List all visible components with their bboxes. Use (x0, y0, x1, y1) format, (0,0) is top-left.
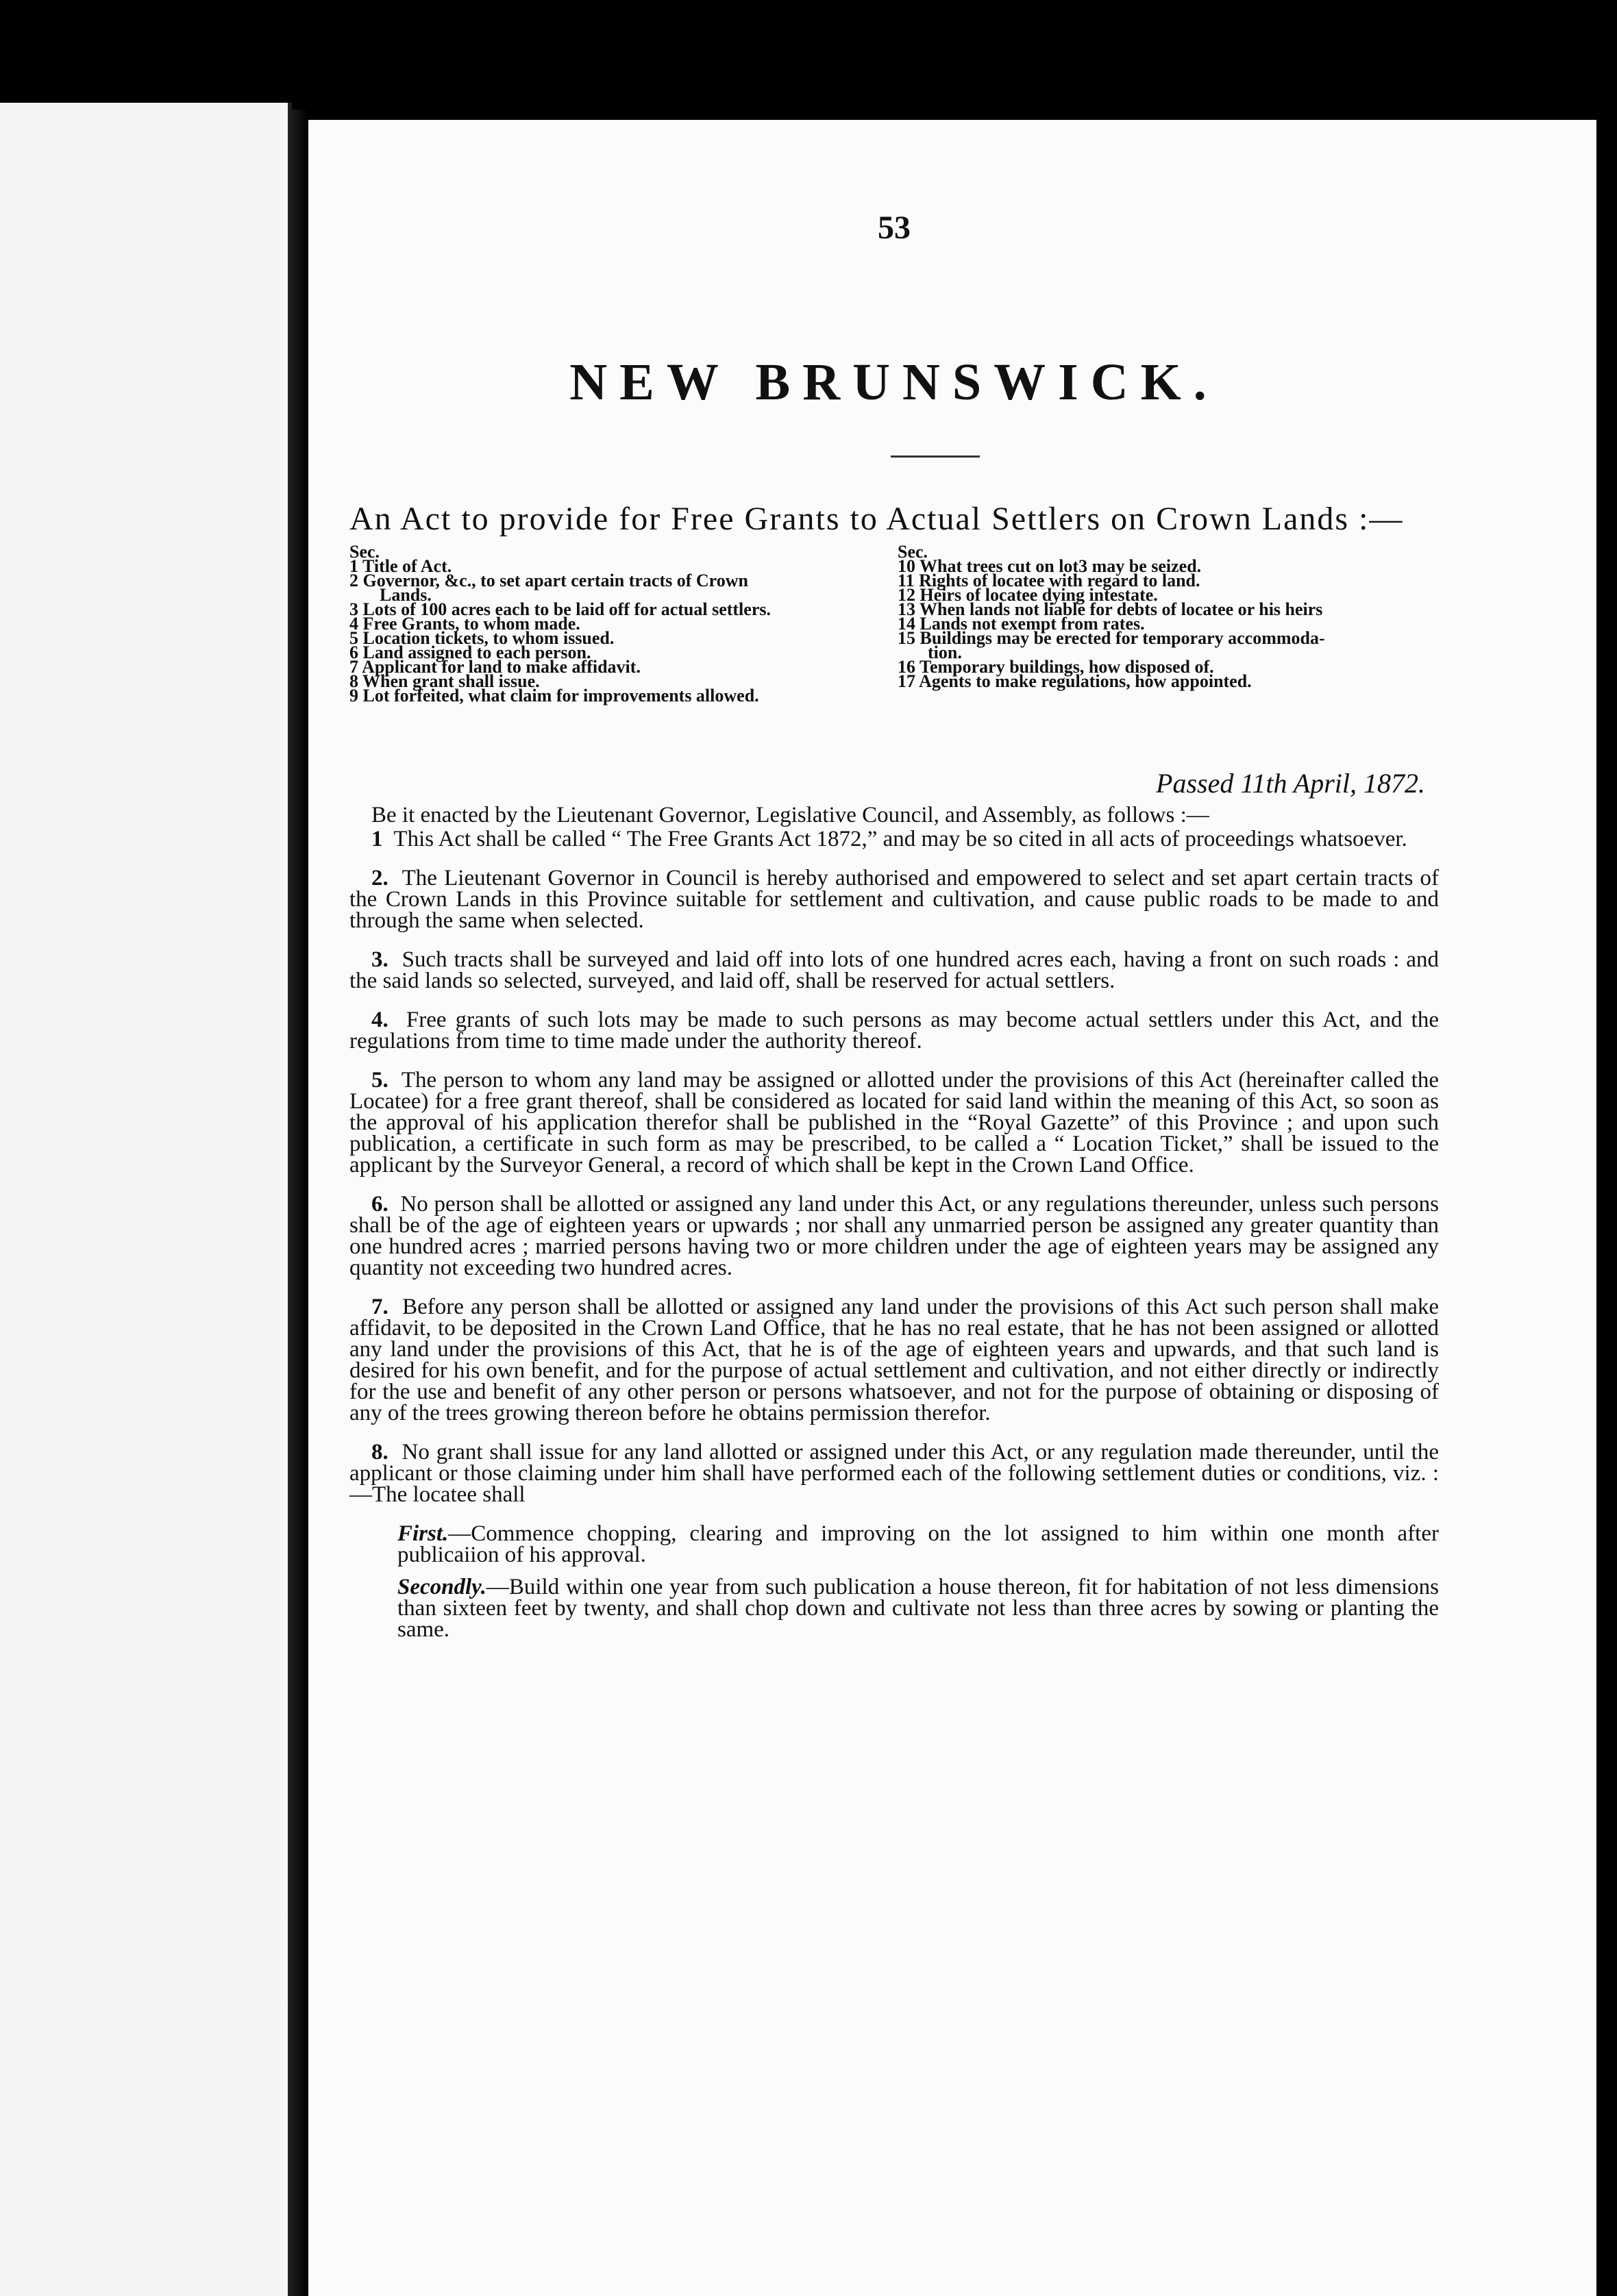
condition-second (397, 1577, 1439, 1640)
paragraph-number: 4. (371, 1008, 388, 1032)
document-page (308, 120, 1596, 2296)
act-paragraph (349, 829, 1439, 850)
paragraph-text: Before any person shall be allotted or assigned any land under the provisions of this Act such person shall make affidavit, to be deposited in the Crown Land Office, that he has no real estate, that he has not been assigned or allotted any land under the provisions of this Act, that he is of the age of eighteen years and upwards, and that such land is desired for his own benefit, and for the purpose of actual settlement and cultivation, and not either directly or indirectly for the use and benefit of any other person or persons whatsoever, and not for the purpose of obtaining or disposing of any of the trees growing thereon before he obtains permission therefor. (349, 1295, 1439, 1425)
page-number: 53 (878, 210, 911, 246)
paragraph-number: 8. (371, 1440, 388, 1464)
paragraph-text: The person to whom any land may be assigned or allotted under the provisions of this Act (hereinafter called the Locatee) for a free grant thereof, shall be considered as located for said land within the meaning of this Act, so soon as the approval of his application therefor shall be published in the “Royal Gazette” of this Province ; and upon such publication, a certificate in such form as may be prescribed, to be called a “ Location Ticket,” shall be issued to the applicant by the Surveyor General, a record of which shall be kept in the Crown Land Office. (349, 1068, 1440, 1177)
paragraph-number: 7. (371, 1295, 388, 1319)
section-entry: 13 When lands not liable for debts of locatee or his heirs (898, 599, 1323, 619)
act-paragraph (349, 1297, 1439, 1424)
section-entry: 14 Lands not exempt from rates. (898, 614, 1145, 634)
section-entry: 7 Applicant for land to make affidavit. (349, 657, 641, 677)
section-entry: 1 Title of Act. (349, 556, 452, 576)
section-entry: 3 Lots of 100 acres each to be laid off for actual settlers. (349, 599, 771, 619)
condition-first (397, 1523, 1439, 1566)
page-title: NEW BRUNSWICK. (569, 353, 1219, 411)
paragraph-number: 6. (371, 1192, 388, 1216)
left-page-edge (0, 103, 292, 2296)
act-paragraph (349, 868, 1439, 932)
section-entry: Sec. (898, 542, 928, 562)
section-entry: 9 Lot forfeited, what claim for improvements allowed. (349, 686, 759, 706)
section-entry: 15 Buildings may be erected for temporary accommoda- (898, 628, 1325, 648)
section-entry: 5 Location tickets, to whom issued. (349, 628, 615, 648)
paragraph-text: Such tracts shall be surveyed and laid off into lots of one hundred acres each, having a front on such roads : and the said lands so selected, surveyed, and laid off, shall be reserved for actual settlers. (349, 947, 1440, 993)
act-body (349, 805, 1439, 1651)
section-index-right (898, 542, 1453, 691)
paragraph-number: 5. (371, 1068, 388, 1093)
section-entry: 11 Rights of locatee with regard to land. (898, 571, 1200, 590)
book-gutter (288, 110, 308, 2296)
section-index-left (349, 542, 884, 706)
section-entry: 6 Land assigned to each person. (349, 642, 591, 662)
paragraph-number: 1 (371, 827, 383, 851)
section-entry: 12 Heirs of locatee dying intestate. (898, 585, 1158, 605)
act-paragraph (349, 1010, 1439, 1052)
paragraph-text: Free grants of such lots may be made to such persons as may become actual settlers under this Act, and the regulations from time to time made under the authority thereof. (349, 1008, 1439, 1053)
enacting-clause: Be it enacted by the Lieutenant Governor, Legislative Council, and Assembly, as follows :— (371, 803, 1209, 827)
paragraph-number: 3. (371, 947, 388, 972)
title-divider (891, 456, 980, 458)
section-entry: 10 What trees cut on lot3 may be seized. (898, 556, 1202, 576)
section-entry: Lands. (380, 585, 432, 605)
act-title: An Act to provide for Free Grants to Actual Settlers on Crown Lands :— (349, 501, 1404, 537)
act-paragraph (349, 1442, 1439, 1506)
section-entry: 8 When grant shall issue. (349, 671, 540, 691)
paragraph-number: 2. (371, 866, 388, 890)
paragraph-text: This Act shall be called “ The Free Grants Act 1872,” and may be so cited in all acts of proceedings whatsoever. (393, 827, 1407, 851)
section-entry: 4 Free Grants, to whom made. (349, 614, 580, 634)
paragraph-text: No person shall be allotted or assigned any land under this Act, or any regulations thereunder, unless such persons shall be of the age of eighteen years or upwards ; nor shall any unmarried person be assigned any greater quantity than one hundred acres ; married persons having two or more children under the age of eighteen years may be assigned any quantity not exceeding two hundred acres. (349, 1192, 1439, 1280)
paragraph-text: The Lieutenant Governor in Council is hereby authorised and empowered to select and set apart certain tracts of the Crown Lands in this Province suitable for settlement and cultivation, and cause public roads to be made to and through the same when selected. (349, 866, 1439, 933)
section-entry: 17 Agents to make regulations, how appointed. (898, 671, 1252, 691)
condition-lead: Secondly. (397, 1575, 486, 1599)
condition-text: —Commence chopping, clearing and improving on the lot assigned to him within one month after publicaiion of his approval. (397, 1521, 1439, 1567)
paragraph-text: No grant shall issue for any land allotted or assigned under this Act, or any regulation made thereunder, until the applicant or those claiming under him shall have performed each of the following settlement duties or conditions, viz. :—The locatee shall (349, 1440, 1440, 1507)
condition-lead: First. (397, 1521, 449, 1546)
section-entry: Sec. (349, 542, 380, 562)
passed-date: Passed 11th April, 1872. (1156, 768, 1425, 799)
section-entry: tion. (928, 642, 962, 662)
section-entry: 16 Temporary buildings, how disposed of. (898, 657, 1214, 677)
act-paragraph (349, 1194, 1439, 1279)
section-entry: 2 Governor, &c., to set apart certain tracts of Crown (349, 571, 748, 590)
act-paragraph (349, 1070, 1439, 1176)
condition-text: —Build within one year from such publication a house thereon, fit for habitation of not less dimensions than sixteen feet by twenty, and shall chop down and cultivate not less than three acres by sowing or planting the same. (397, 1575, 1439, 1642)
act-paragraph (349, 949, 1439, 992)
